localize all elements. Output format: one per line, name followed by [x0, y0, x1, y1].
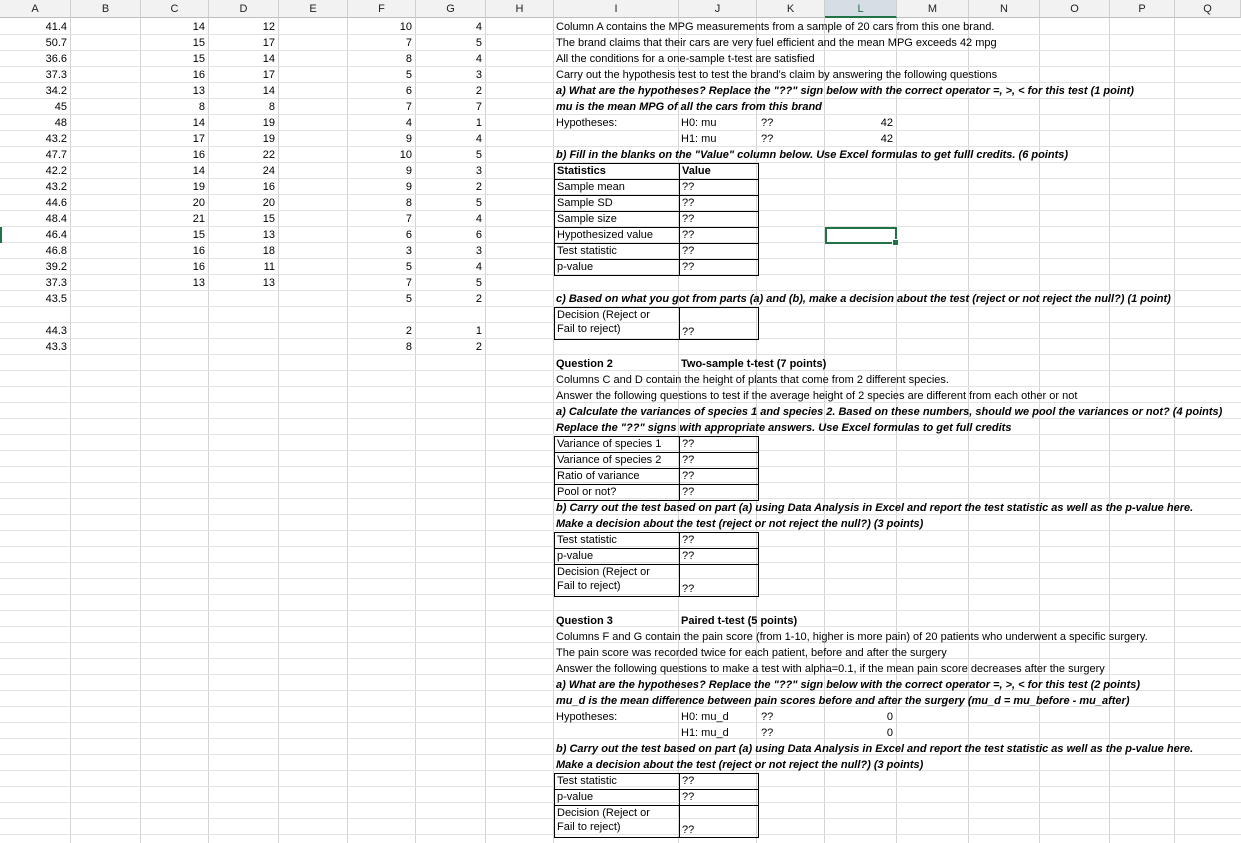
cell-g-row-13[interactable]: 4	[475, 213, 482, 225]
cell-a-row-14[interactable]: 46.4	[45, 229, 67, 241]
cell-d-row-11[interactable]: 16	[262, 181, 275, 193]
q1-statistics-table	[554, 163, 759, 276]
q2-decision-value[interactable]: ??	[680, 565, 759, 597]
selected-cell[interactable]	[825, 227, 897, 244]
pool-or-not-value[interactable]: ??	[680, 485, 759, 501]
cell-c-row-14[interactable]: 15	[192, 229, 205, 241]
cell-a-row-3[interactable]: 36.6	[45, 53, 67, 65]
column-header-a[interactable]: A	[0, 0, 71, 18]
q2-p-value-value[interactable]: ??	[680, 549, 759, 565]
q1-h0-label: H0: mu	[681, 117, 717, 129]
column-header-e[interactable]: E	[279, 0, 348, 18]
q2-test-statistic-label: Test statistic	[555, 533, 680, 549]
cell-f-row-12[interactable]: 8	[405, 197, 412, 209]
cell-c-row-16[interactable]: 16	[192, 261, 205, 273]
column-header-i[interactable]: I	[554, 0, 679, 18]
q2-part-a-prompt-2: Replace the "??" signs with appropriate answers. Use Excel formulas to get full credits	[556, 422, 1012, 434]
cell-d-row-12[interactable]: 20	[262, 197, 275, 209]
cell-c-row-20[interactable]	[141, 339, 205, 355]
table-row	[555, 565, 759, 597]
variance-species-2-value[interactable]: ??	[680, 453, 759, 469]
cell-d-row-18[interactable]	[209, 291, 275, 307]
sample-size-value[interactable]: ??	[680, 212, 759, 228]
q3-h0-operator[interactable]: ??	[761, 711, 774, 723]
cell-d-row-20[interactable]	[209, 339, 275, 355]
cell-d-row-14[interactable]: 13	[262, 229, 275, 241]
column-header-k[interactable]: K	[757, 0, 825, 18]
q1-line-2: The brand claims that their cars are very fuel efficient and the mean MPG exceeds 42 mpg	[556, 37, 997, 49]
cell-d-row-4[interactable]: 17	[262, 69, 275, 81]
decision-label	[555, 308, 680, 340]
test-statistic-label: Test statistic	[555, 244, 680, 260]
cell-c-row-7[interactable]: 14	[192, 117, 205, 129]
q3-line-1: Columns F and G contain the pain score (from 1-10, higher is more pain) of 20 patients who underwent a specific surgery.	[556, 631, 1148, 643]
column-header-h[interactable]: H	[486, 0, 554, 18]
table-row	[555, 774, 759, 790]
cell-c-row-12[interactable]: 20	[192, 197, 205, 209]
cell-g-row-2[interactable]: 5	[475, 37, 482, 49]
table-row	[555, 549, 759, 565]
cell-c-row-8[interactable]: 17	[192, 133, 205, 145]
table-row	[555, 244, 759, 260]
decision-label-line-2: Fail to reject)	[557, 580, 621, 592]
cell-g-row-12[interactable]: 5	[475, 197, 482, 209]
q1-h0-operator[interactable]: ??	[761, 117, 774, 129]
q3-h1-label: H1: mu_d	[681, 727, 729, 739]
cell-a-row-1[interactable]: 41.4	[45, 21, 67, 33]
cell-a-row-12[interactable]: 44.6	[45, 197, 67, 209]
column-header-b[interactable]: B	[71, 0, 141, 18]
cell-a-row-4[interactable]: 37.3	[45, 69, 67, 81]
cell-d-row-9[interactable]: 22	[262, 149, 275, 161]
column-header-d[interactable]: D	[209, 0, 279, 18]
q3-part-b-prompt: b) Carry out the test based on part (a) using Data Analysis in Excel and report the test statistic as well as the p-value here.	[556, 743, 1194, 755]
q2-decision-label	[555, 565, 680, 597]
cell-f-row-10[interactable]: 9	[405, 165, 412, 177]
cell-g-row-17[interactable]: 5	[475, 277, 482, 289]
q1-part-a-prompt: a) What are the hypotheses? Replace the "??" sign below with the correct operator =, >, < for this test (1 point)	[556, 85, 1134, 97]
cell-f-row-6[interactable]: 7	[405, 101, 412, 113]
cell-a-row-20[interactable]: 43.3	[45, 341, 67, 353]
cell-d-row-6[interactable]: 8	[268, 101, 275, 113]
cell-f-row-9[interactable]: 10	[399, 149, 412, 161]
q3-h0-value: 0	[886, 711, 893, 723]
q1-part-b-prompt: b) Fill in the blanks on the "Value" column below. Use Excel formulas to get fulll credits. (6 points)	[556, 149, 1069, 161]
cell-c-row-3[interactable]: 15	[192, 53, 205, 65]
cell-f-row-8[interactable]: 9	[405, 133, 412, 145]
q2-part-a-prompt: a) Calculate the variances of species 1 and species 2. Based on these numbers, should we pool the variances or not? (4 points)	[556, 406, 1223, 418]
cell-a-row-7[interactable]: 48	[54, 117, 67, 129]
cell-c-row-10[interactable]: 14	[192, 165, 205, 177]
q1-line-1: Column A contains the MPG measurements from a sample of 20 cars from this one brand.	[556, 21, 995, 33]
cell-c-row-17[interactable]: 13	[192, 277, 205, 289]
cell-a-row-11[interactable]: 43.2	[45, 181, 67, 193]
cell-g-row-19[interactable]: 1	[475, 325, 482, 337]
cell-f-row-18[interactable]: 5	[405, 293, 412, 305]
cell-g-row-5[interactable]: 2	[475, 85, 482, 97]
cell-g-row-3[interactable]: 4	[475, 53, 482, 65]
q1-h1-label: H1: mu	[681, 133, 717, 145]
value-header: Value	[680, 164, 759, 180]
cell-f-row-17[interactable]: 7	[405, 277, 412, 289]
q1-part-c-prompt: c) Based on what you got from parts (a) and (b), make a decision about the test (reject or not reject the null?) (1 point)	[556, 293, 1171, 305]
cell-d-row-1[interactable]: 12	[262, 21, 275, 33]
q1-line-3: All the conditions for a one-sample t-test are satisfied	[556, 53, 815, 65]
table-row	[555, 469, 759, 485]
q3-line-3: Answer the following questions to make a test with alpha=0.1, if the mean pain score decreases after the surgery	[556, 663, 1105, 675]
decision-label-line-1: Decision (Reject or	[557, 807, 650, 819]
decision-value[interactable]: ??	[680, 308, 759, 340]
cell-d-row-10[interactable]: 24	[262, 165, 275, 177]
cell-g-row-7[interactable]: 1	[475, 117, 482, 129]
column-header-c[interactable]: C	[141, 0, 209, 18]
cell-d-row-17[interactable]: 13	[262, 277, 275, 289]
p-value-label: p-value	[555, 260, 680, 276]
cell-a-row-16[interactable]: 39.2	[45, 261, 67, 273]
table-row	[555, 533, 759, 549]
sample-mean-label: Sample mean	[555, 180, 680, 196]
decision-label-line-1: Decision (Reject or	[557, 309, 650, 321]
q2-p-value-label: p-value	[555, 549, 680, 565]
q2-title: Question 2	[556, 358, 613, 370]
cell-c-row-19[interactable]	[141, 323, 205, 339]
cell-a-row-9[interactable]: 47.7	[45, 149, 67, 161]
q3-test-statistic-label: Test statistic	[555, 774, 680, 790]
table-row	[555, 212, 759, 228]
variance-species-2-label: Variance of species 2	[555, 453, 680, 469]
pool-or-not-label: Pool or not?	[555, 485, 680, 501]
p-value-value[interactable]: ??	[680, 260, 759, 276]
q1-line-4: Carry out the hypothesis test to test the brand's claim by answering the following questions	[556, 69, 998, 81]
q3-h1-value: 0	[886, 727, 893, 739]
cell-d-row-2[interactable]: 17	[262, 37, 275, 49]
table-header-row	[555, 164, 759, 180]
cell-c-row-9[interactable]: 16	[192, 149, 205, 161]
cell-g-row-15[interactable]: 3	[475, 245, 482, 257]
cell-g-row-18[interactable]: 2	[475, 293, 482, 305]
cell-a-row-15[interactable]: 46.8	[45, 245, 67, 257]
cell-g-row-8[interactable]: 4	[475, 133, 482, 145]
q1-hypotheses-label: Hypotheses:	[556, 117, 618, 129]
column-header-n[interactable]: N	[969, 0, 1040, 18]
q2-line-2: Answer the following questions to test if the average height of 2 species are different from each other or not	[556, 390, 1078, 402]
q3-test-statistic-value[interactable]: ??	[680, 774, 759, 790]
q3-hypotheses-label: Hypotheses:	[556, 711, 618, 723]
cell-c-row-4[interactable]: 16	[192, 69, 205, 81]
cell-g-row-20[interactable]: 2	[475, 341, 482, 353]
q2-result-table	[554, 532, 759, 597]
q3-part-b-prompt-2: Make a decision about the test (reject or not reject the null?) (3 points)	[556, 759, 924, 771]
cell-c-row-1[interactable]: 14	[192, 21, 205, 33]
cell-f-row-5[interactable]: 6	[405, 85, 412, 97]
cell-c-row-18[interactable]	[141, 291, 205, 307]
column-header-o[interactable]: O	[1040, 0, 1110, 18]
cell-g-row-11[interactable]: 2	[475, 181, 482, 193]
cell-c-row-2[interactable]: 15	[192, 37, 205, 49]
column-header-m[interactable]: M	[897, 0, 969, 18]
hypothesized-value-value[interactable]: ??	[680, 228, 759, 244]
table-row	[555, 260, 759, 276]
decision-label-line-1: Decision (Reject or	[557, 566, 650, 578]
q2-line-1: Columns C and D contain the height of plants that come from 2 different species.	[556, 374, 949, 386]
cell-g-row-16[interactable]: 4	[475, 261, 482, 273]
cell-d-row-19[interactable]	[209, 323, 275, 339]
sample-mean-value[interactable]: ??	[680, 180, 759, 196]
cell-g-row-10[interactable]: 3	[475, 165, 482, 177]
cell-a-row-17[interactable]: 37.3	[45, 277, 67, 289]
column-header-f[interactable]: F	[348, 0, 416, 18]
sample-sd-label: Sample SD	[555, 196, 680, 212]
cell-d-row-16[interactable]: 11	[263, 261, 275, 273]
cell-d-row-13[interactable]: 15	[262, 213, 275, 225]
decision-label-line-2: Fail to reject)	[557, 821, 621, 833]
cell-f-row-2[interactable]: 7	[405, 37, 412, 49]
table-row	[555, 308, 759, 340]
cell-a-row-2[interactable]: 50.7	[45, 37, 67, 49]
column-header-p[interactable]: P	[1110, 0, 1175, 18]
table-row	[555, 196, 759, 212]
q3-decision-value[interactable]: ??	[680, 806, 759, 838]
cell-c-row-11[interactable]: 19	[192, 181, 205, 193]
cell-f-row-1[interactable]: 10	[399, 21, 412, 33]
q3-line-2: The pain score was recorded twice for each patient, before and after the surgery	[556, 647, 947, 659]
q1-mu-definition: mu is the mean MPG of all the cars from this brand	[556, 101, 822, 113]
q2-subtitle: Two-sample t-test (7 points)	[681, 358, 827, 370]
table-row	[555, 806, 759, 838]
column-header-l[interactable]: L	[825, 0, 897, 18]
cell-g-row-6[interactable]: 7	[475, 101, 482, 113]
q3-p-value-value[interactable]: ??	[680, 790, 759, 806]
variance-species-1-value[interactable]: ??	[680, 437, 759, 453]
cell-g-row-9[interactable]: 5	[475, 149, 482, 161]
table-row	[555, 437, 759, 453]
cell-f-row-15[interactable]: 3	[405, 245, 412, 257]
cell-f-row-4[interactable]: 5	[405, 69, 412, 81]
table-row	[555, 453, 759, 469]
q1-h1-value: 42	[880, 133, 893, 145]
cell-a-row-18[interactable]: 43.5	[45, 293, 67, 305]
cell-d-row-5[interactable]: 14	[262, 85, 275, 97]
cell-d-row-7[interactable]: 19	[262, 117, 275, 129]
q3-part-a-prompt: a) What are the hypotheses? Replace the "??" sign below with the correct operator =, >, < for this test (2 points)	[556, 679, 1141, 691]
cell-c-row-13[interactable]: 21	[192, 213, 205, 225]
variance-species-1-label: Variance of species 1	[555, 437, 680, 453]
row-selection-marker	[0, 227, 2, 243]
cell-c-row-5[interactable]: 13	[192, 85, 205, 97]
ratio-of-variance-label: Ratio of variance	[555, 469, 680, 485]
q2-test-statistic-value[interactable]: ??	[680, 533, 759, 549]
table-row	[555, 180, 759, 196]
q3-h1-operator[interactable]: ??	[761, 727, 774, 739]
cell-g-row-4[interactable]: 3	[475, 69, 482, 81]
cell-f-row-13[interactable]: 7	[405, 213, 412, 225]
cell-f-row-14[interactable]: 6	[405, 229, 412, 241]
cell-d-row-15[interactable]: 18	[262, 245, 275, 257]
cell-a-row-19[interactable]: 44.3	[45, 325, 67, 337]
q3-result-table	[554, 773, 759, 838]
decision-label-line-2: Fail to reject)	[557, 323, 621, 335]
column-header-j[interactable]: J	[679, 0, 757, 18]
table-row	[555, 790, 759, 806]
column-header-g[interactable]: G	[416, 0, 486, 18]
q3-p-value-label: p-value	[555, 790, 680, 806]
cell-f-row-19[interactable]: 2	[405, 325, 412, 337]
cell-d-row-3[interactable]: 14	[262, 53, 275, 65]
cell-a-row-10[interactable]: 42.2	[45, 165, 67, 177]
q3-decision-label	[555, 806, 680, 838]
sample-sd-value[interactable]: ??	[680, 196, 759, 212]
sample-size-label: Sample size	[555, 212, 680, 228]
cell-a-row-5[interactable]: 34.2	[45, 85, 67, 97]
q1-decision-table	[554, 307, 759, 340]
cell-f-row-11[interactable]: 9	[405, 181, 412, 193]
cell-a-row-6[interactable]: 45	[54, 101, 67, 113]
cell-f-row-20[interactable]: 8	[405, 341, 412, 353]
column-header-q[interactable]: Q	[1175, 0, 1241, 18]
q3-subtitle: Paired t-test (5 points)	[681, 615, 798, 627]
cell-f-row-7[interactable]: 4	[405, 117, 412, 129]
ratio-of-variance-value[interactable]: ??	[680, 469, 759, 485]
q1-h0-value: 42	[880, 117, 893, 129]
cell-d-row-8[interactable]: 19	[262, 133, 275, 145]
cell-c-row-6[interactable]: 8	[198, 101, 205, 113]
cell-c-row-15[interactable]: 16	[192, 245, 205, 257]
hypothesized-value-label: Hypothesized value	[555, 228, 680, 244]
q2-variance-table	[554, 436, 759, 501]
q3-mud-definition: mu_d is the mean difference between pain scores before and after the surgery (mu_d = mu_before - mu_after)	[556, 695, 1130, 707]
cell-g-row-14[interactable]: 6	[475, 229, 482, 241]
table-row	[555, 485, 759, 501]
q2-part-b-prompt-2: Make a decision about the test (reject or not reject the null?) (3 points)	[556, 518, 924, 530]
cell-f-row-3[interactable]: 8	[405, 53, 412, 65]
table-row	[555, 228, 759, 244]
statistics-header: Statistics	[555, 164, 680, 180]
cell-a-row-8[interactable]: 43.2	[45, 133, 67, 145]
q2-part-b-prompt: b) Carry out the test based on part (a) using Data Analysis in Excel and report the test statistic as well as the p-value here.	[556, 502, 1194, 514]
test-statistic-value[interactable]: ??	[680, 244, 759, 260]
cell-a-row-13[interactable]: 48.4	[45, 213, 67, 225]
q1-h1-operator[interactable]: ??	[761, 133, 774, 145]
cell-f-row-16[interactable]: 5	[405, 261, 412, 273]
fill-handle[interactable]	[892, 239, 899, 246]
cell-g-row-1[interactable]: 4	[475, 21, 482, 33]
q3-title: Question 3	[556, 615, 613, 627]
q3-h0-label: H0: mu_d	[681, 711, 729, 723]
